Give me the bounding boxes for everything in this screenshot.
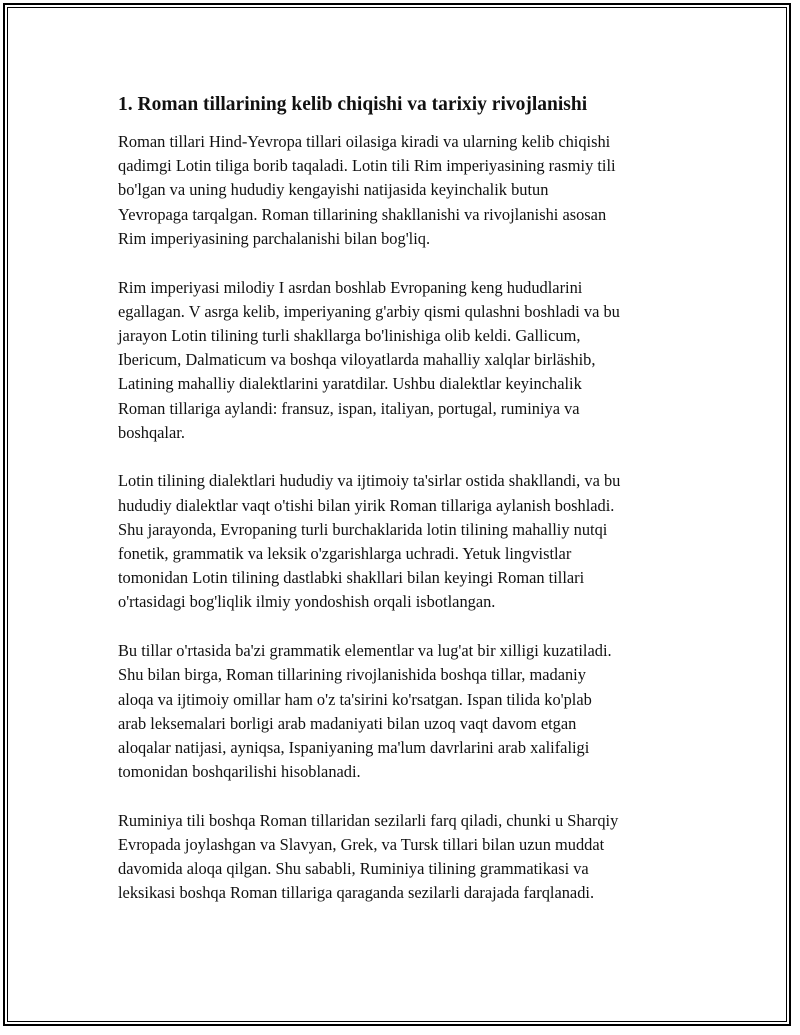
- document-title: 1. Roman tillarining kelib chiqishi va tarixiy rivojlanishi: [118, 94, 588, 115]
- paragraph-line: Bu tillar o'rtasida ba'zi grammatik elementlar va lug'at bir xilligi kuzatiladi.: [118, 641, 612, 661]
- paragraph-line: aloqa va ijtimoiy omillar ham o'z ta'sirini ko'rsatgan. Ispan tilida ko'plab: [118, 689, 592, 709]
- paragraph-line: fonetik, grammatik va leksik o'zgarishlarga uchradi. Yetuk lingvistlar: [118, 544, 572, 564]
- paragraph-line: Shu bilan birga, Roman tillarining rivojlanishida boshqa tillar, madaniy: [118, 665, 586, 685]
- paragraph-line: davomida aloqa qilgan. Shu sababli, Ruminiya tilining grammatikasi va: [118, 859, 589, 879]
- paragraph-line: Rim imperiyasi milodiy I asrdan boshlab Evropaning keng hududlarini: [118, 277, 583, 297]
- paragraph-line: Yevropaga tarqalgan. Roman tillarining shakllanishi va rivojlanishi asosan: [118, 204, 607, 224]
- paragraph-line: o'rtasidagi bog'liqlik ilmiy yondoshish orqali isbotlangan.: [118, 592, 496, 612]
- paragraph-5: [118, 809, 688, 906]
- paragraph-line: Roman tillariga aylandi: fransuz, ispan, italiyan, portugal, ruminiya va: [118, 398, 580, 418]
- paragraph-line: tomonidan boshqarilishi hisoblanadi.: [118, 762, 361, 782]
- paragraph-line: arab leksemalari borligi arab madaniyati bilan uzoq vaqt davom etgan: [118, 713, 577, 733]
- paragraph-4: [118, 639, 688, 784]
- paragraph-line: Evropada joylashgan va Slavyan, Grek, va Tursk tillari bilan uzun muddat: [118, 835, 605, 855]
- document-body: [118, 92, 688, 930]
- paragraph-line: Rim imperiyasining parchalanishi bilan bog'liq.: [118, 228, 431, 248]
- paragraph-line: aloqalar natijasi, ayniqsa, Ispaniyaning ma'lum davrlarini arab xalifaligi: [118, 737, 590, 757]
- paragraph-line: egallagan. V asrga kelib, imperiyaning g'arbiy qismi qulashni boshladi va bu: [118, 301, 620, 321]
- paragraph-line: Latining mahalliy dialektlarini yaratdilar. Ushbu dialektlar keyinchalik: [118, 374, 582, 394]
- paragraph-line: bo'lgan va uning hududiy kengayishi natijasida keyinchalik butun: [118, 180, 549, 200]
- paragraph-line: qadimgi Lotin tiliga borib taqaladi. Lotin tili Rim imperiyasining rasmiy tili: [118, 156, 616, 176]
- paragraph-line: Lotin tilining dialektlari hududiy va ijtimoiy ta'sirlar ostida shakllandi, va bu: [118, 471, 621, 491]
- paragraph-line: jarayon Lotin tilining turli shakllarga bo'linishiga olib keldi. Gallicum,: [118, 325, 581, 345]
- paragraph-line: Shu jarayonda, Evropaning turli burchaklarida lotin tilining mahalliy nutqi: [118, 519, 608, 539]
- paragraph-line: boshqalar.: [118, 422, 185, 442]
- paragraph-line: Roman tillari Hind-Yevropa tillari oilasiga kiradi va ularning kelib chiqishi: [118, 132, 611, 151]
- paragraph-line: Ruminiya tili boshqa Roman tillaridan sezilarli farq qiladi, chunki u Sharqiy: [118, 810, 619, 830]
- paragraph-2: [118, 276, 688, 445]
- paragraph-line: Ibericum, Dalmaticum va boshqa viloyatlarda mahalliy xalqlar birläshib,: [118, 350, 596, 370]
- paragraph-line: leksikasi boshqa Roman tillariga qaraganda sezilarli darajada farqlanadi.: [118, 883, 595, 903]
- paragraph-line: hududiy dialektlar vaqt o'tishi bilan yirik Roman tillariga aylanish boshladi.: [118, 495, 615, 515]
- paragraph-line: tomonidan Lotin tilining dastlabki shakllari bilan keyingi Roman tillari: [118, 568, 585, 588]
- paragraph-1: [118, 130, 688, 251]
- paragraph-3: [118, 469, 688, 614]
